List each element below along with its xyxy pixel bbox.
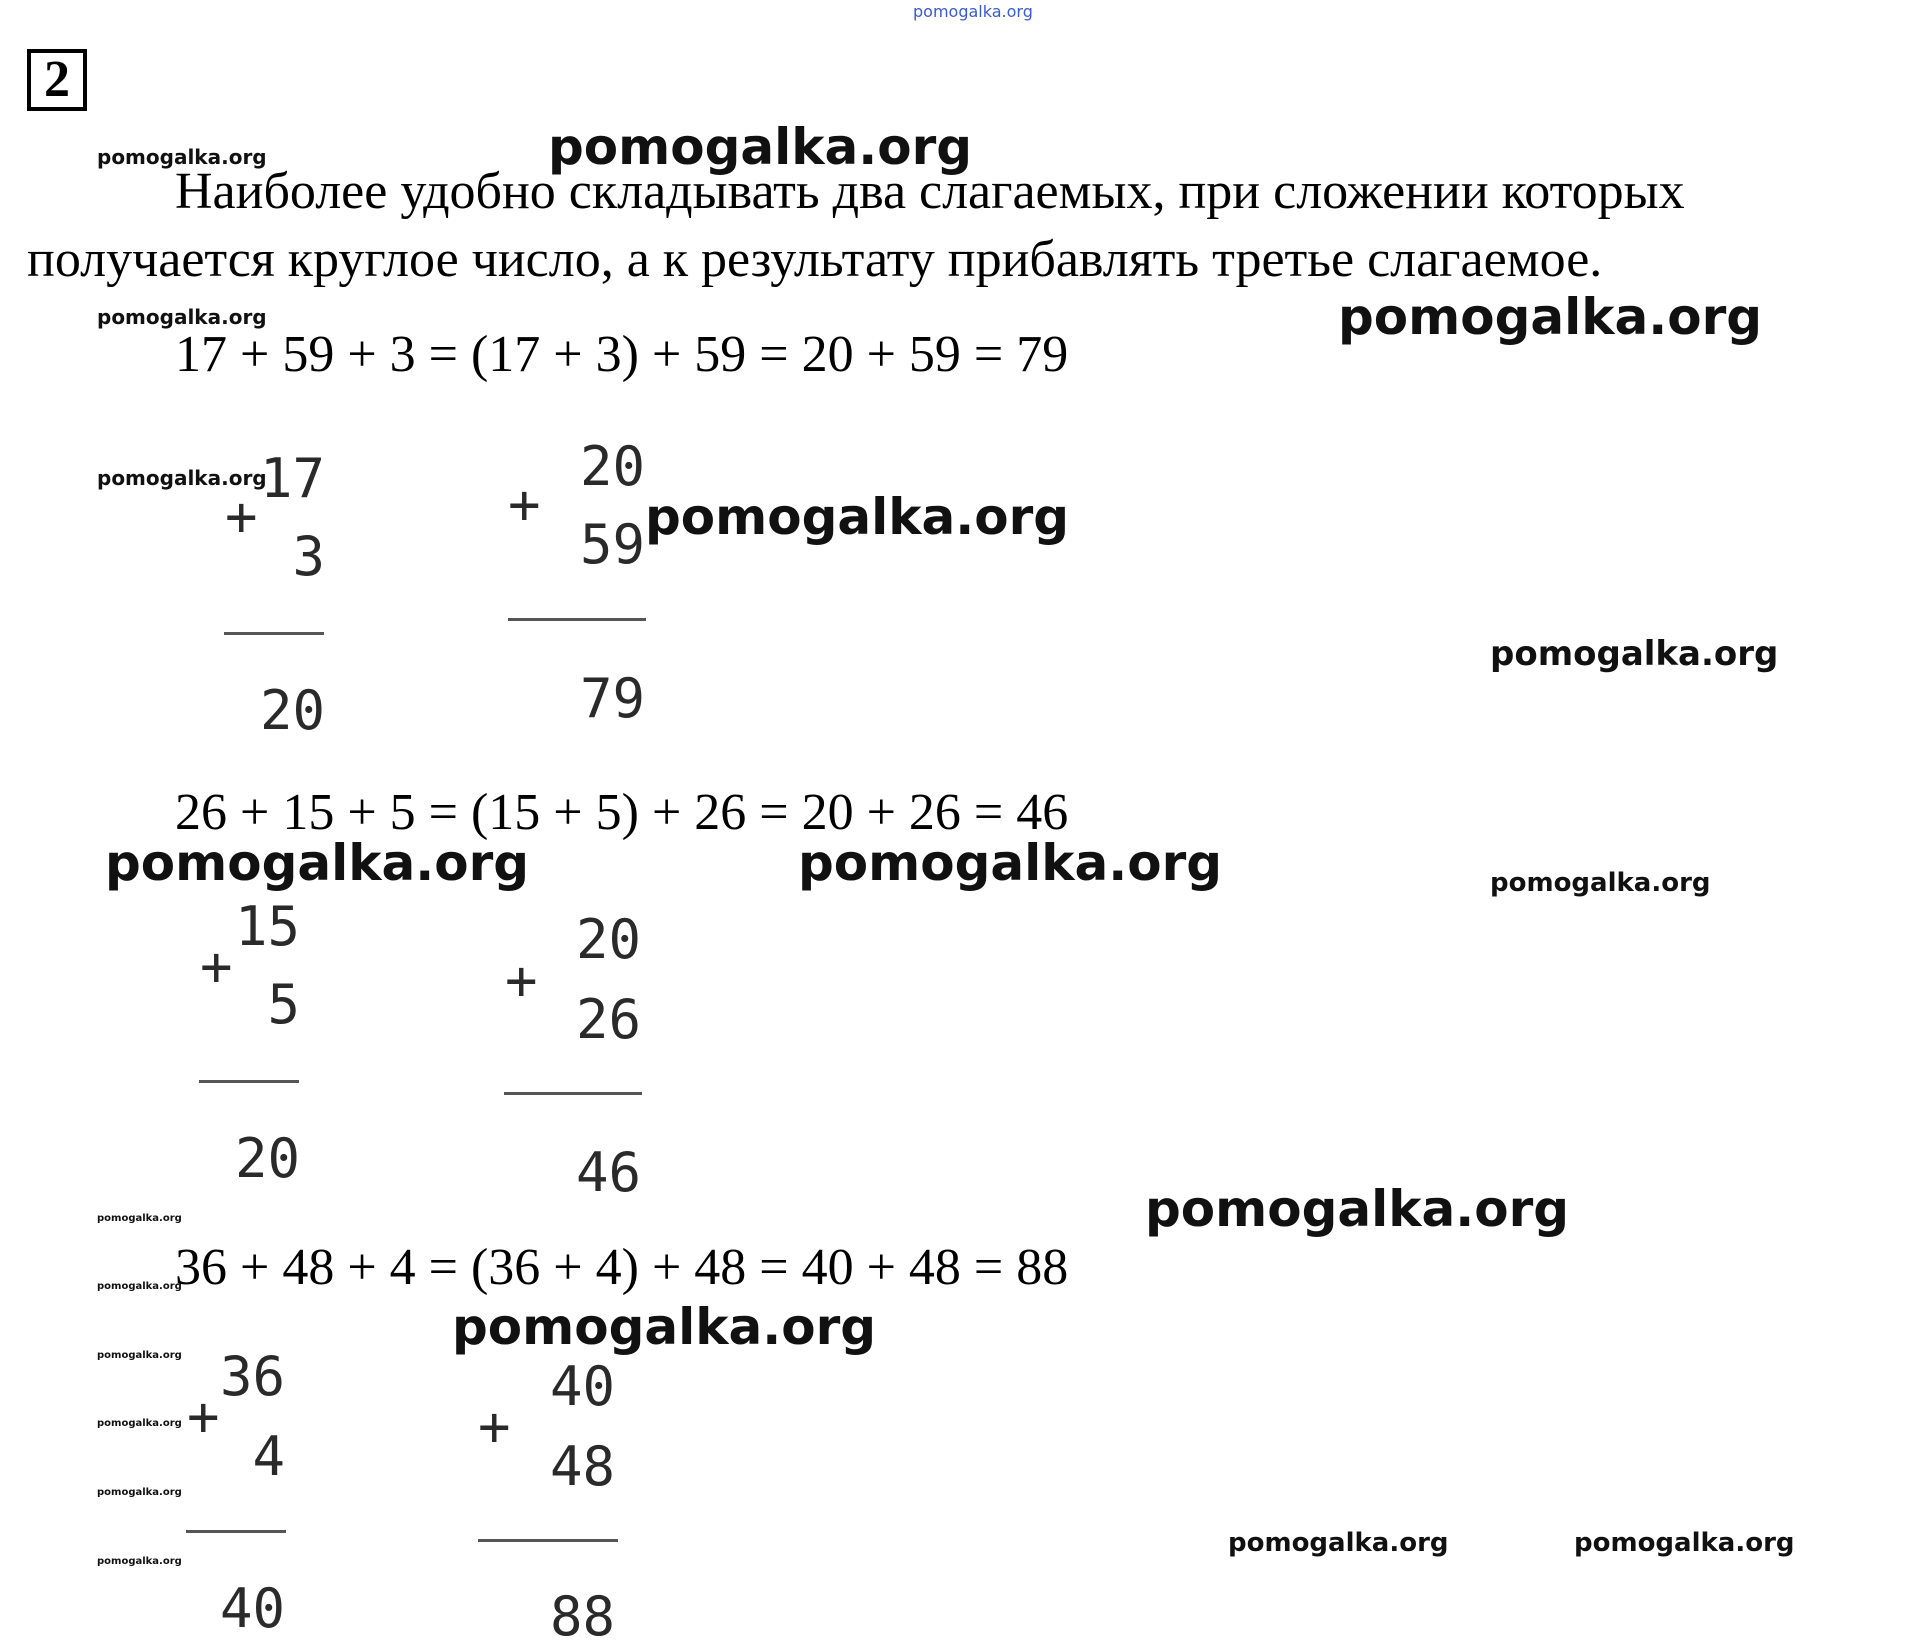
watermark: pomogalka.org — [1490, 868, 1711, 898]
watermark: pomogalka.org — [1574, 1528, 1795, 1558]
addend-bottom: 26 — [575, 988, 641, 1051]
task-number-box: 2 — [27, 49, 87, 111]
equation-3: 36 + 48 + 4 = (36 + 4) + 48 = 40 + 48 = 88 — [175, 1239, 1069, 1296]
watermark: pomogalka.org — [97, 1213, 182, 1224]
addend-top: 36 — [219, 1345, 285, 1408]
addend-top: 15 — [234, 895, 300, 958]
sum-result: 20 — [259, 679, 325, 742]
watermark: pomogalka.org — [452, 1298, 877, 1356]
plus-sign: + — [505, 949, 538, 1012]
watermark: pomogalka.org — [97, 1281, 182, 1292]
sum-result: 46 — [575, 1141, 641, 1204]
addend-bottom: 59 — [579, 513, 645, 576]
watermark: pomogalka.org — [97, 145, 267, 169]
sum-result: 20 — [234, 1127, 300, 1190]
watermark: pomogalka.org — [1228, 1528, 1449, 1558]
watermark-top: pomogalka.org — [913, 2, 1033, 21]
addend-bottom: 48 — [549, 1435, 615, 1498]
sum-line — [504, 1092, 642, 1095]
watermark: pomogalka.org — [105, 834, 530, 892]
sum-result: 88 — [549, 1585, 615, 1648]
addend-bottom: 5 — [267, 973, 300, 1036]
watermark: pomogalka.org — [548, 118, 973, 176]
watermark: pomogalka.org — [1145, 1180, 1570, 1238]
sum-line — [224, 632, 324, 635]
watermark: pomogalka.org — [798, 834, 1223, 892]
addend-bottom: 4 — [252, 1425, 285, 1488]
equation-2: 26 + 15 + 5 = (15 + 5) + 26 = 20 + 26 = 46 — [175, 784, 1069, 841]
addend-top: 20 — [579, 435, 645, 498]
watermark: pomogalka.org — [1338, 288, 1763, 346]
equation-1: 17 + 59 + 3 = (17 + 3) + 59 = 20 + 59 = 79 — [175, 326, 1069, 383]
sum-line — [186, 1530, 286, 1533]
watermark: pomogalka.org — [97, 1487, 182, 1498]
sum-result: 79 — [579, 667, 645, 730]
plus-sign: + — [508, 473, 541, 536]
watermark: pomogalka.org — [1490, 634, 1779, 674]
sum-result: 40 — [219, 1577, 285, 1640]
intro-line-2: получается круглое число, а к результату прибавлять третье слагаемое. — [27, 231, 1603, 288]
addend-bottom: 3 — [292, 525, 325, 588]
watermark: pomogalka.org — [97, 1350, 182, 1361]
sum-line — [478, 1539, 618, 1542]
sum-line — [199, 1080, 299, 1083]
watermark: pomogalka.org — [645, 488, 1070, 546]
addend-top: 17 — [259, 447, 325, 510]
addend-top: 40 — [549, 1355, 615, 1418]
addend-top: 20 — [575, 908, 641, 971]
watermark: pomogalka.org — [97, 466, 267, 490]
watermark: pomogalka.org — [97, 1556, 182, 1567]
intro-line-1: Наиболее удобно складывать два слагаемых, при сложении которых — [175, 163, 1685, 220]
watermark: pomogalka.org — [97, 305, 267, 329]
sum-line — [508, 618, 646, 621]
plus-sign: + — [187, 1385, 220, 1448]
watermark: pomogalka.org — [97, 1418, 182, 1429]
plus-sign: + — [478, 1395, 511, 1458]
plus-sign: + — [225, 485, 258, 548]
plus-sign: + — [200, 935, 233, 998]
